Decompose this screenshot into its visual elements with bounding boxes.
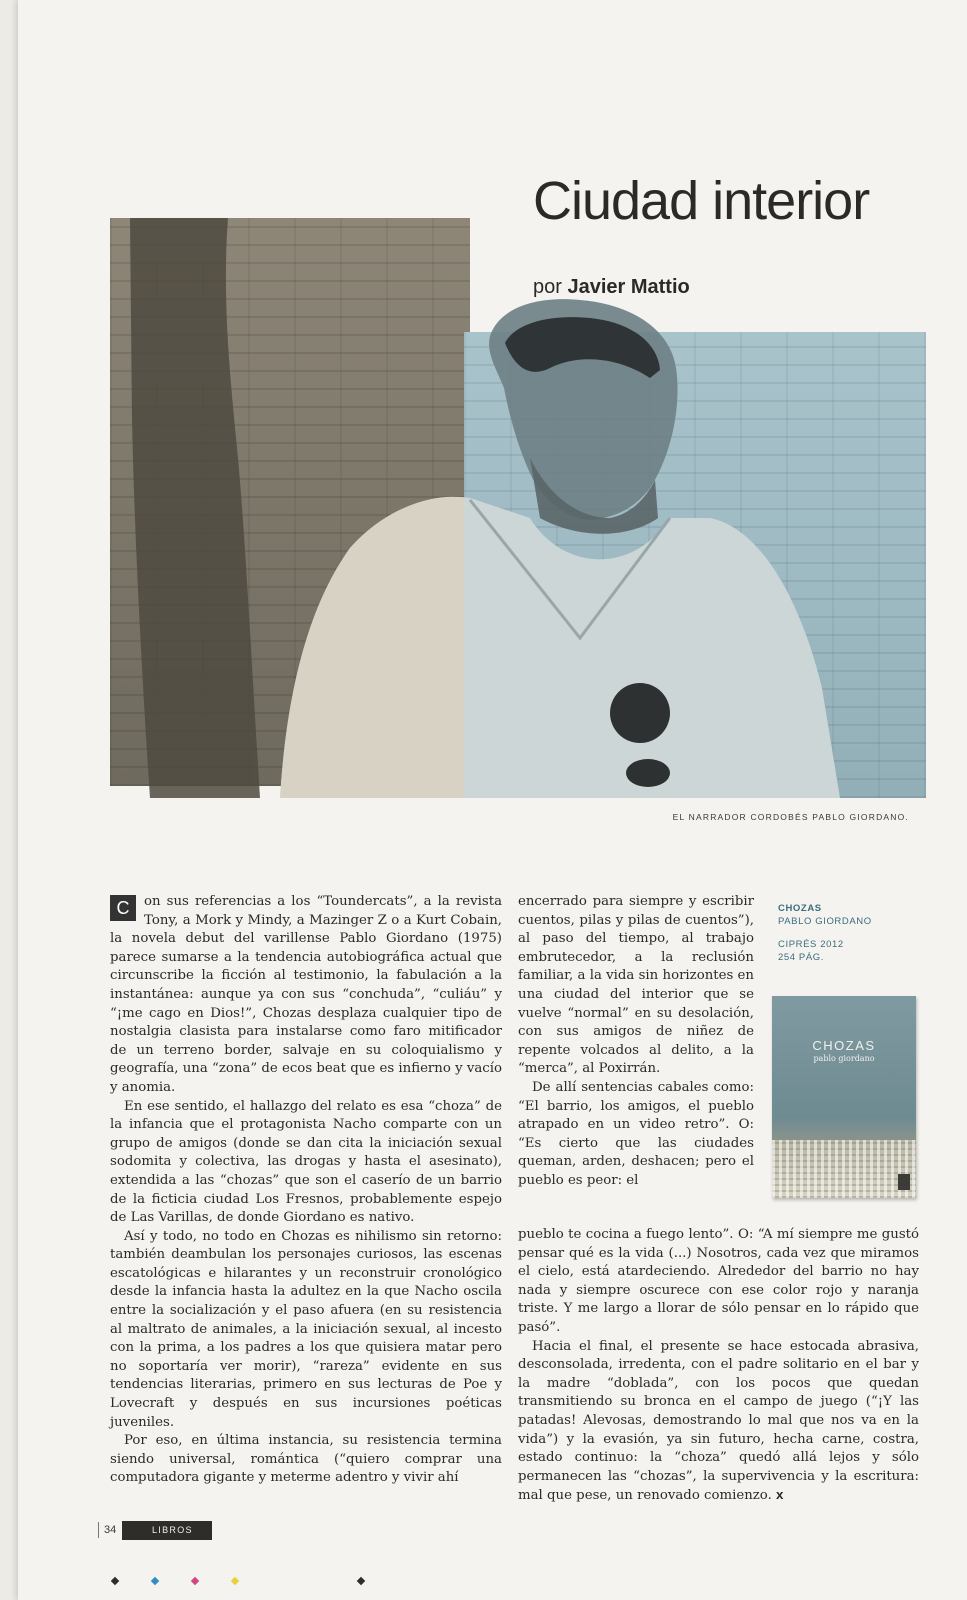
registration-mark-black-2 (357, 1577, 365, 1585)
registration-mark-black (111, 1577, 119, 1585)
paragraph-2: En ese sentido, el hallazgo del relato es esa “choza” de la infancia que el protagonista Nacho comparte con un grupo de amigos (donde se dan cita la iniciación sexual sodomita y colectiva, las drogas y hasta el asesinato), extendida a las “chozas” que son el caserío de un barrio de la ficticia ciudad Los Fresnos, probablemente espejo de Las Varillas, de donde Giordano es nativo. (110, 1098, 502, 1226)
cover-title: CHOZAS (812, 1038, 876, 1053)
paragraph-3: Así y todo, no todo en Chozas es nihilismo sin retorno: también deambulan los personajes curiosos, las escenas escatológicas e hilarantes y un reconstruir cronológico desde la infancia hasta la adultez en la que Nacho oscila entre la socialización y el paso afuera (en su resistencia al maltrato de animales, a la iniciación sexual, al incesto con la prima, a los padres a los que quisiera matar pero no soportaría ver morir), “rareza” evidente en sus tendencias literarias, primero en sus lecturas de Poe y Lovecraft y después en sus incursiones poéticas juveniles. (110, 1228, 502, 1430)
author-name: Javier Mattio (567, 276, 690, 298)
paragraph-6-continued: pueblo te cocina a fuego lento”. O: “A mí siempre me gustó pensar qué es la vida (...) Nosotros, cada vez que miramos el cielo, está atardeciendo. Alrededor del barrio no hay nada y siempre oscurece con ese color rojo y naranja triste. Y me largo a llorar de sólo pensar en lo rápido que pasó”. (518, 1227, 919, 1335)
article-column-1 (110, 893, 502, 1488)
page-number: 34 (98, 1522, 116, 1538)
section-label: LIBROS (122, 1521, 212, 1540)
photo-caption: EL NARRADOR CORDOBÉS PABLO GIORDANO. (672, 812, 909, 822)
book-publisher: CIPRÉS 2012 (778, 939, 844, 950)
cover-author: pablo giordano (813, 1054, 875, 1063)
paragraph-4: Por eso, en última instancia, su resistencia termina siendo universal, romántica (“quiero comprar una computadora gigante y meterme adentro y vivir ahí (110, 1433, 502, 1486)
page (18, 0, 967, 1600)
publisher-logo-icon (898, 1174, 910, 1190)
registration-mark-yellow (231, 1577, 239, 1585)
registration-mark-magenta (191, 1577, 199, 1585)
end-mark: x (776, 1487, 784, 1503)
paragraph-1 (110, 893, 502, 1098)
drop-cap: C (110, 895, 136, 921)
paragraph-5: encerrado para siempre y escribir cuentos, pilas y pilas de cuentos”), al paso del tiempo, al trabajo embrutecedor, a la reclusión familiar, a la vida sin horizontes en una ciudad del interior que se vuelve “normal” en su desolación, con sus amigos de niñez de repente volcados al delito, a la “merca”, al Poxirrán. (518, 894, 754, 1077)
cover-landscape (772, 1140, 916, 1198)
registration-mark-cyan (151, 1577, 159, 1585)
book-author: PABLO GIORDANO (778, 916, 872, 927)
paragraph-6: De allí sentencias cabales como: “El barrio, los amigos, el pueblo atrapado en un video retro”. O: “Es cierto que las ciudades queman, arden, deshacen; pero el pueblo es peor: el (518, 1079, 754, 1188)
paragraph-1-text: on sus referencias a los “Toundercats”, a la revista Tony, a Mork y Mindy, a Mazinger Z o a Kurt Cobain, la novela debut del varillense Pablo Giordano (1975) parece sumarse a la tendencia autobiográfica actual que circunscribe la ficción al testimonio, la fabulación a la instantánea: aunque ya con sus “conchuda”, “culiáu” y “¡me cago en Dios!”, Chozas desplaza cualquier tipo de nostalgia clasista para instalarse como faro mitificador de un terreno border, salvaje en su coloquialismo y geografía, una “zona” de ecos beat que es infierno y vacío y anomia. (110, 894, 502, 1095)
article-column-2 (518, 893, 754, 1191)
byline-prefix: por (533, 276, 568, 298)
book-info-sidebar (778, 902, 928, 964)
book-pages: 254 PÁG. (778, 952, 824, 963)
paragraph-7-text: Hacia el final, el presente se hace estocada abrasiva, desconsolada, irredenta, con el padre solitario en el bar y la madre “doblada”, con los pocos que quedan transmitiendo su bronca en el campo de juego (“¡Y las patadas! Alevosas, demostrando lo mal que nos va en la vida”) y la evasión, ya sin futuro, hecha carne, costra, estado continuo: la “choza” quedó allá lejos y sólo permanecen las “chozas”, la supervivencia y la escritura: mal que pese, un renovado comienzo. (518, 1338, 919, 1504)
author-photo (110, 218, 926, 798)
article-title: Ciudad interior (533, 171, 870, 231)
book-cover (772, 996, 916, 1198)
paragraph-7 (518, 1338, 919, 1506)
article-column-2-wide (518, 1226, 919, 1506)
book-title: CHOZAS (778, 903, 822, 914)
